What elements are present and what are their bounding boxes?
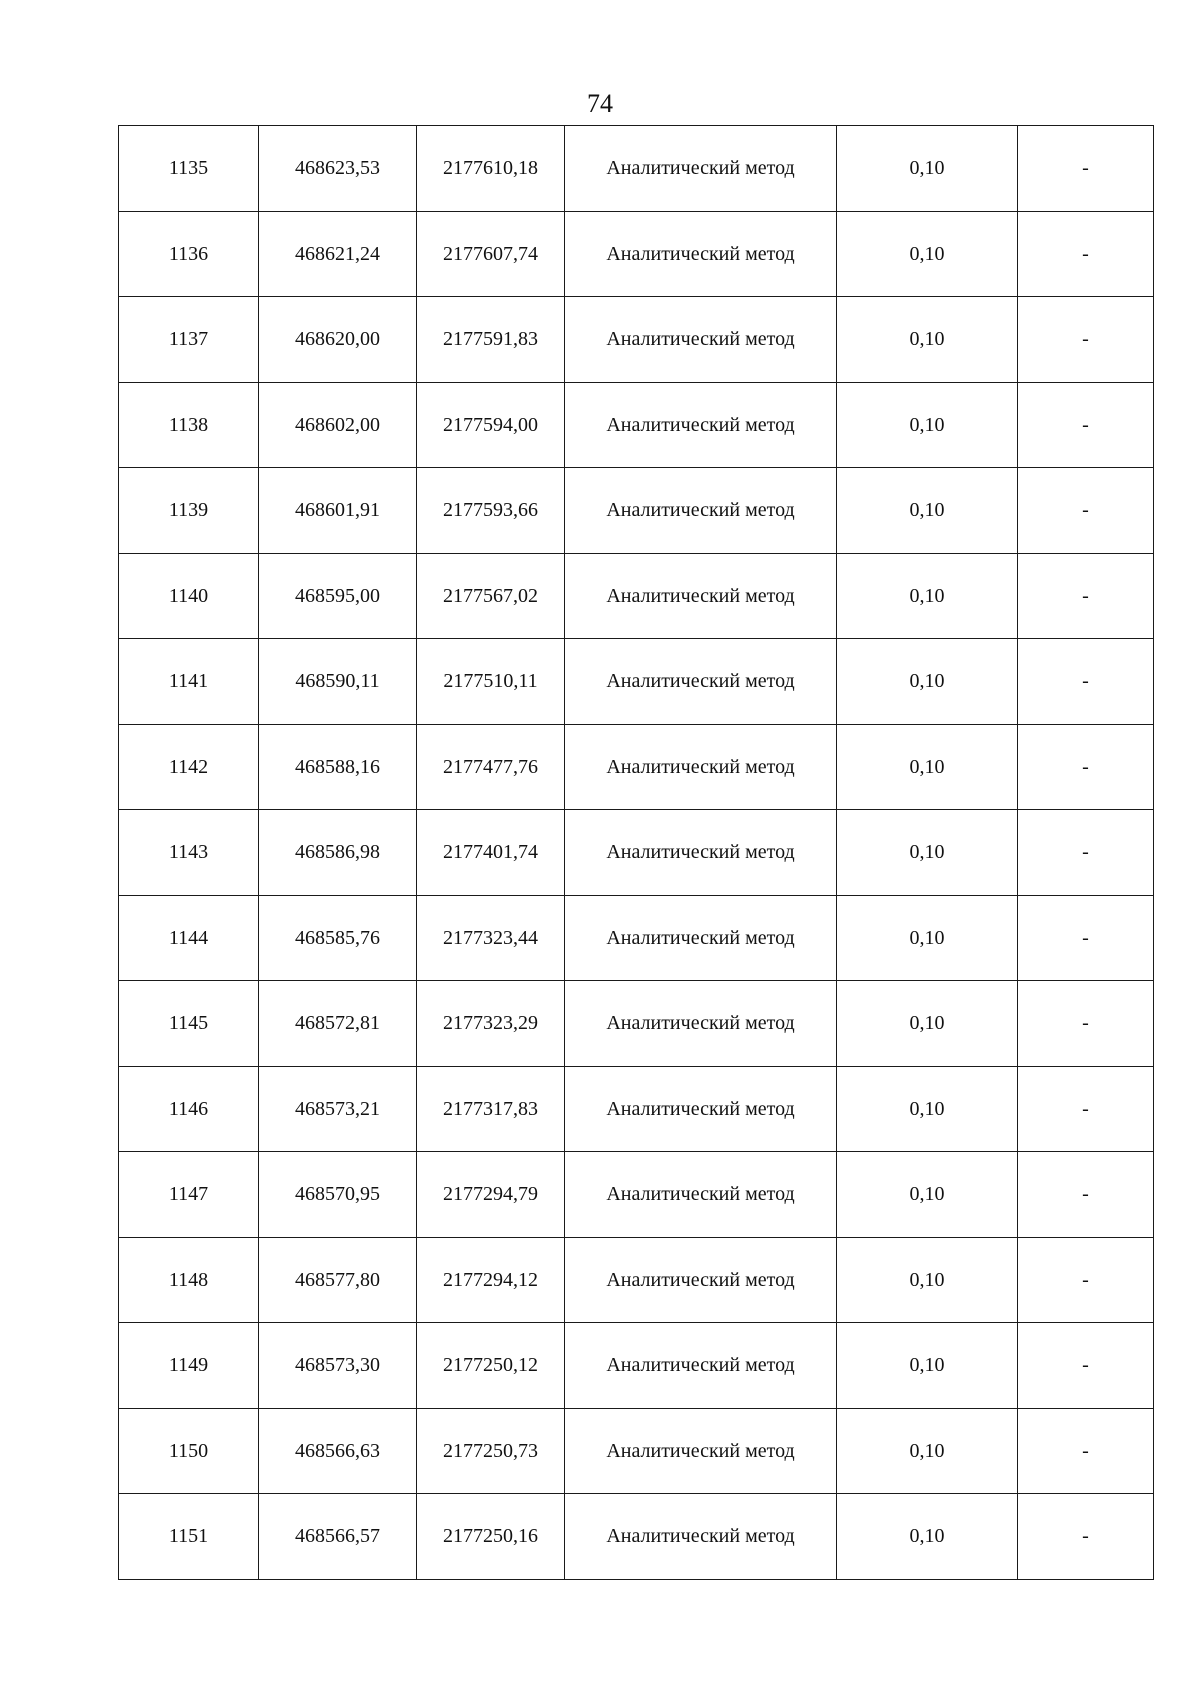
note-cell: - <box>1018 1408 1154 1494</box>
table-row <box>119 724 1154 810</box>
method-cell: Аналитический метод <box>565 1066 837 1152</box>
table-row <box>119 468 1154 554</box>
table-row <box>119 1494 1154 1580</box>
point-number-cell: 1142 <box>119 724 259 810</box>
x-coordinate-cell: 468586,98 <box>259 810 417 896</box>
note-cell: - <box>1018 468 1154 554</box>
y-coordinate-cell: 2177567,02 <box>417 553 565 639</box>
point-number-cell: 1141 <box>119 639 259 725</box>
y-coordinate-cell: 2177607,74 <box>417 211 565 297</box>
point-number-cell: 1147 <box>119 1152 259 1238</box>
y-coordinate-cell: 2177250,16 <box>417 1494 565 1580</box>
x-coordinate-cell: 468590,11 <box>259 639 417 725</box>
precision-cell: 0,10 <box>837 1237 1018 1323</box>
method-cell: Аналитический метод <box>565 981 837 1067</box>
point-number-cell: 1146 <box>119 1066 259 1152</box>
coordinates-table <box>118 125 1154 1580</box>
note-cell: - <box>1018 895 1154 981</box>
y-coordinate-cell: 2177401,74 <box>417 810 565 896</box>
precision-cell: 0,10 <box>837 382 1018 468</box>
note-cell: - <box>1018 211 1154 297</box>
point-number-cell: 1149 <box>119 1323 259 1409</box>
x-coordinate-cell: 468585,76 <box>259 895 417 981</box>
note-cell: - <box>1018 1323 1154 1409</box>
table-row <box>119 297 1154 383</box>
point-number-cell: 1135 <box>119 126 259 212</box>
x-coordinate-cell: 468570,95 <box>259 1152 417 1238</box>
x-coordinate-cell: 468573,30 <box>259 1323 417 1409</box>
note-cell: - <box>1018 1237 1154 1323</box>
method-cell: Аналитический метод <box>565 895 837 981</box>
table-row <box>119 981 1154 1067</box>
note-cell: - <box>1018 126 1154 212</box>
note-cell: - <box>1018 639 1154 725</box>
method-cell: Аналитический метод <box>565 126 837 212</box>
point-number-cell: 1139 <box>119 468 259 554</box>
note-cell: - <box>1018 1152 1154 1238</box>
note-cell: - <box>1018 1066 1154 1152</box>
x-coordinate-cell: 468577,80 <box>259 1237 417 1323</box>
method-cell: Аналитический метод <box>565 810 837 896</box>
point-number-cell: 1140 <box>119 553 259 639</box>
precision-cell: 0,10 <box>837 639 1018 725</box>
method-cell: Аналитический метод <box>565 382 837 468</box>
point-number-cell: 1144 <box>119 895 259 981</box>
method-cell: Аналитический метод <box>565 553 837 639</box>
point-number-cell: 1145 <box>119 981 259 1067</box>
x-coordinate-cell: 468623,53 <box>259 126 417 212</box>
method-cell: Аналитический метод <box>565 297 837 383</box>
point-number-cell: 1143 <box>119 810 259 896</box>
point-number-cell: 1148 <box>119 1237 259 1323</box>
table-row <box>119 895 1154 981</box>
table-row <box>119 1408 1154 1494</box>
x-coordinate-cell: 468566,63 <box>259 1408 417 1494</box>
y-coordinate-cell: 2177294,79 <box>417 1152 565 1238</box>
precision-cell: 0,10 <box>837 211 1018 297</box>
table-row <box>119 382 1154 468</box>
precision-cell: 0,10 <box>837 1494 1018 1580</box>
method-cell: Аналитический метод <box>565 468 837 554</box>
precision-cell: 0,10 <box>837 1408 1018 1494</box>
x-coordinate-cell: 468620,00 <box>259 297 417 383</box>
method-cell: Аналитический метод <box>565 1152 837 1238</box>
x-coordinate-cell: 468602,00 <box>259 382 417 468</box>
method-cell: Аналитический метод <box>565 1408 837 1494</box>
y-coordinate-cell: 2177317,83 <box>417 1066 565 1152</box>
precision-cell: 0,10 <box>837 297 1018 383</box>
x-coordinate-cell: 468621,24 <box>259 211 417 297</box>
note-cell: - <box>1018 810 1154 896</box>
table-row <box>119 1323 1154 1409</box>
page-number: 74 <box>587 89 613 118</box>
x-coordinate-cell: 468572,81 <box>259 981 417 1067</box>
table-row <box>119 1066 1154 1152</box>
precision-cell: 0,10 <box>837 724 1018 810</box>
y-coordinate-cell: 2177610,18 <box>417 126 565 212</box>
y-coordinate-cell: 2177294,12 <box>417 1237 565 1323</box>
precision-cell: 0,10 <box>837 468 1018 554</box>
point-number-cell: 1136 <box>119 211 259 297</box>
y-coordinate-cell: 2177323,44 <box>417 895 565 981</box>
precision-cell: 0,10 <box>837 810 1018 896</box>
table-row <box>119 1152 1154 1238</box>
note-cell: - <box>1018 981 1154 1067</box>
y-coordinate-cell: 2177593,66 <box>417 468 565 554</box>
y-coordinate-cell: 2177594,00 <box>417 382 565 468</box>
method-cell: Аналитический метод <box>565 1323 837 1409</box>
table-row <box>119 211 1154 297</box>
precision-cell: 0,10 <box>837 1323 1018 1409</box>
precision-cell: 0,10 <box>837 981 1018 1067</box>
y-coordinate-cell: 2177591,83 <box>417 297 565 383</box>
y-coordinate-cell: 2177477,76 <box>417 724 565 810</box>
precision-cell: 0,10 <box>837 895 1018 981</box>
table-row <box>119 639 1154 725</box>
note-cell: - <box>1018 1494 1154 1580</box>
table-row <box>119 810 1154 896</box>
note-cell: - <box>1018 297 1154 383</box>
point-number-cell: 1150 <box>119 1408 259 1494</box>
method-cell: Аналитический метод <box>565 1237 837 1323</box>
y-coordinate-cell: 2177510,11 <box>417 639 565 725</box>
precision-cell: 0,10 <box>837 1152 1018 1238</box>
y-coordinate-cell: 2177323,29 <box>417 981 565 1067</box>
x-coordinate-cell: 468595,00 <box>259 553 417 639</box>
method-cell: Аналитический метод <box>565 639 837 725</box>
point-number-cell: 1137 <box>119 297 259 383</box>
x-coordinate-cell: 468601,91 <box>259 468 417 554</box>
table-row <box>119 1237 1154 1323</box>
method-cell: Аналитический метод <box>565 211 837 297</box>
table-row <box>119 126 1154 212</box>
x-coordinate-cell: 468588,16 <box>259 724 417 810</box>
precision-cell: 0,10 <box>837 126 1018 212</box>
table-row <box>119 553 1154 639</box>
x-coordinate-cell: 468573,21 <box>259 1066 417 1152</box>
y-coordinate-cell: 2177250,12 <box>417 1323 565 1409</box>
method-cell: Аналитический метод <box>565 724 837 810</box>
note-cell: - <box>1018 382 1154 468</box>
note-cell: - <box>1018 724 1154 810</box>
y-coordinate-cell: 2177250,73 <box>417 1408 565 1494</box>
method-cell: Аналитический метод <box>565 1494 837 1580</box>
coordinates-table-body <box>119 126 1154 1580</box>
x-coordinate-cell: 468566,57 <box>259 1494 417 1580</box>
note-cell: - <box>1018 553 1154 639</box>
precision-cell: 0,10 <box>837 1066 1018 1152</box>
point-number-cell: 1138 <box>119 382 259 468</box>
precision-cell: 0,10 <box>837 553 1018 639</box>
point-number-cell: 1151 <box>119 1494 259 1580</box>
